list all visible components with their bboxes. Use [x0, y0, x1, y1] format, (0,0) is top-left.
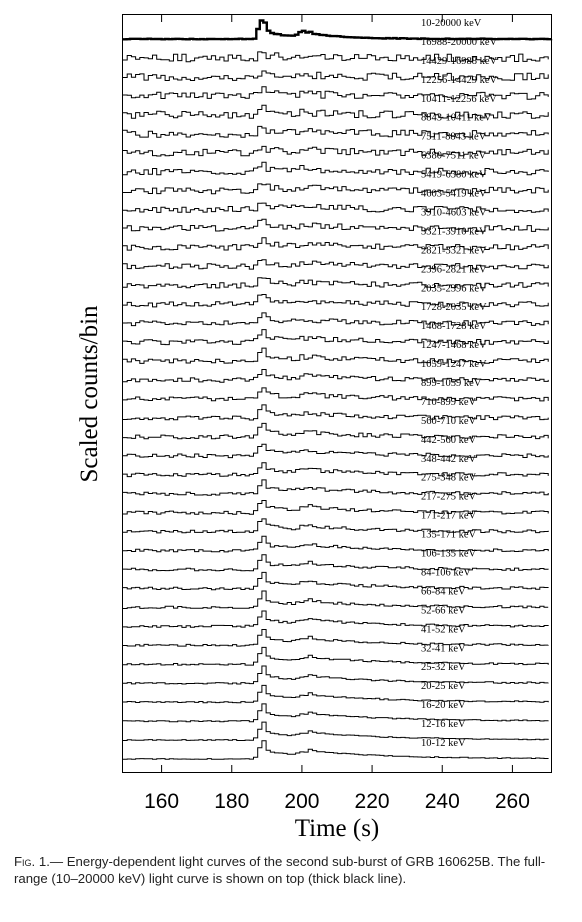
channel-label: 3321-3910 keV — [421, 226, 487, 238]
channel-light-curve — [123, 611, 548, 627]
caption-label: Fig. 1. — [14, 854, 50, 869]
channel-label: 32-41 keV — [421, 643, 466, 655]
channel-label: 2396-2821 keV — [421, 264, 487, 276]
channel-label: 16-20 keV — [421, 700, 466, 712]
channel-light-curve — [123, 480, 548, 495]
channel-label: 1059-1247 keV — [421, 359, 487, 371]
channel-label: 3910-4603 keV — [421, 207, 487, 219]
x-axis-label: Time (s) — [294, 815, 380, 842]
channel-label: 106-135 keV — [421, 548, 477, 560]
channel-label: 84-106 keV — [421, 567, 471, 579]
channel-light-curve — [123, 666, 548, 684]
channel-label: 135-171 keV — [421, 529, 477, 541]
channel-label: 710-899 keV — [421, 396, 477, 408]
channel-label: 442-560 keV — [421, 434, 477, 446]
channel-light-curve — [123, 555, 548, 571]
channel-label: 14429-16988 keV — [421, 55, 498, 67]
channel-label: 8843-10411 keV — [421, 112, 492, 124]
figure-caption — [14, 853, 574, 887]
channel-label: 12-16 keV — [421, 719, 466, 731]
channel-label: 217-275 keV — [421, 491, 477, 503]
x-tick-label: 180 — [214, 790, 250, 813]
channel-light-curve — [123, 423, 548, 438]
channel-light-curve — [123, 444, 548, 457]
channel-label: 560-710 keV — [421, 415, 477, 427]
channel-label: 25-32 keV — [421, 662, 466, 674]
channel-light-curve — [123, 370, 548, 383]
channel-light-curve — [123, 405, 548, 420]
channel-label: 1728-2035 keV — [421, 302, 487, 314]
channel-label: 348-442 keV — [421, 453, 477, 465]
channel-label: 1468-1728 keV — [421, 321, 487, 333]
channel-light-curve — [123, 388, 548, 401]
x-tick-label: 220 — [354, 790, 390, 813]
channel-light-curve — [123, 722, 548, 740]
channel-label: 10411-12256 keV — [421, 93, 497, 105]
caption-text: — Energy-dependent light curves of the second sub-burst of GRB 160625B. The full-range (10–20000 keV) light curve is shown on top (thick black line). — [14, 854, 546, 886]
channel-light-curve — [123, 536, 548, 552]
channel-label: 7511-8843 keV — [421, 131, 487, 143]
channel-label: 10-12 keV — [421, 738, 466, 749]
channel-light-curve — [123, 591, 548, 609]
channel-label: 2035-2396 keV — [421, 283, 487, 295]
x-tick-label: 200 — [284, 790, 320, 813]
channel-label: 41-52 keV — [421, 624, 466, 636]
channel-label: 10-20000 keV — [421, 18, 482, 29]
x-tick-label: 240 — [424, 790, 460, 813]
channel-light-curve — [123, 647, 548, 665]
channel-label: 1247-1468 keV — [421, 340, 487, 352]
channel-label: 16988-20000 keV — [421, 36, 498, 48]
x-tick-label: 260 — [494, 790, 530, 813]
channel-label: 12256-14429 keV — [421, 74, 498, 86]
channel-label: 52-66 keV — [421, 605, 466, 617]
channel-light-curve — [123, 519, 548, 533]
channel-light-curve — [123, 685, 548, 702]
channel-light-curve — [123, 463, 548, 477]
channel-light-curve — [123, 704, 548, 722]
channel-light-curve — [123, 501, 548, 515]
channel-label: 66-84 keV — [421, 586, 466, 598]
channel-label: 899-1059 keV — [421, 378, 482, 389]
channel-label: 4603-5419 keV — [421, 188, 487, 200]
channel-label: 2821-3321 keV — [421, 245, 487, 257]
channel-label: 20-25 keV — [421, 681, 466, 693]
channel-light-curve — [123, 572, 548, 589]
x-tick-label: 160 — [144, 790, 180, 813]
channel-label: 5419-6380 keV — [421, 169, 487, 181]
channel-label: 275-348 keV — [421, 472, 477, 484]
y-axis-label: Scaled counts/bin — [76, 305, 103, 483]
channel-light-curve — [123, 741, 548, 760]
channel-label: 6380-7511 keV — [421, 150, 487, 162]
channel-label: 171-217 keV — [421, 510, 477, 522]
channel-light-curve — [123, 630, 548, 647]
